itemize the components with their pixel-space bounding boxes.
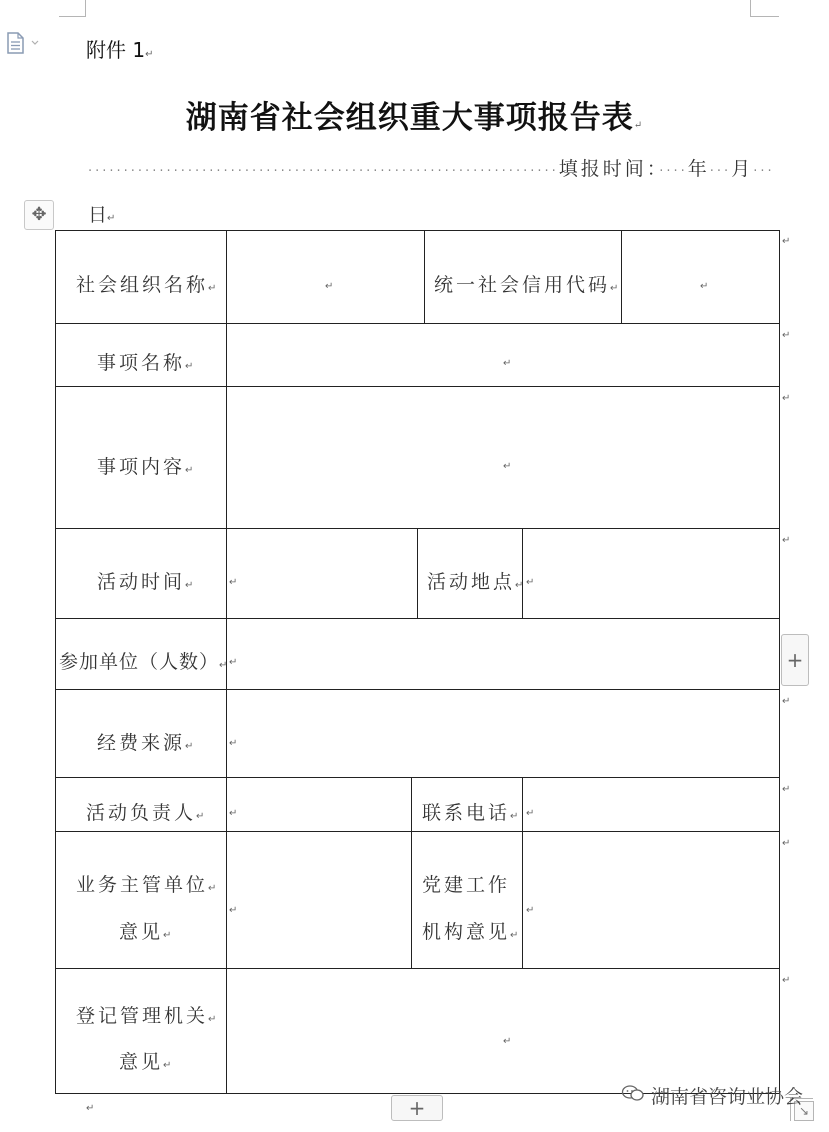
table-move-handle[interactable] — [24, 200, 54, 230]
org-name-label: 社会组织名称↵ — [76, 274, 220, 296]
month-label: 月 — [731, 158, 754, 180]
add-column-button[interactable] — [781, 634, 809, 686]
watermark-text: 湖南省咨询业协会 — [650, 1086, 803, 1108]
plus-icon: + — [786, 648, 804, 672]
year-label: 年 — [687, 158, 710, 180]
supervisor-opinion-line1: 业务主管单位↵ — [76, 874, 220, 896]
leader-dots: ·································································· — [88, 164, 559, 179]
annex-label: 附件 1↵ — [86, 38, 154, 62]
credit-code-label: 统一社会信用代码↵ — [434, 274, 622, 296]
cell-registration-label — [55, 968, 227, 1094]
activity-place-label: 活动地点↵ — [427, 571, 527, 593]
watermark — [621, 1082, 803, 1109]
cell-participants-value[interactable] — [226, 618, 780, 690]
cell-org-name-value[interactable] — [226, 230, 425, 324]
cell-item-name-value[interactable] — [226, 323, 780, 387]
cell-end-mark: ↵ — [229, 905, 238, 916]
fill-time-line — [88, 154, 788, 178]
plus-icon: + — [408, 1096, 426, 1120]
resize-icon: ↘ — [798, 1104, 810, 1118]
item-name-label: 事项名称↵ — [97, 352, 197, 374]
fill-time-label: 填报时间： — [558, 158, 660, 180]
cell-end-mark: ↵ — [526, 577, 535, 588]
wechat-icon — [621, 1084, 645, 1107]
cell-end-mark: ↵ — [503, 1036, 512, 1047]
cell-end-mark: ↵ — [229, 577, 238, 588]
cell-supervisor-value[interactable] — [226, 831, 412, 969]
leader-dots: ···· — [659, 164, 688, 179]
row-end-mark: ↵ — [782, 236, 791, 247]
funding-source-label: 经费来源↵ — [97, 732, 197, 754]
item-content-label: 事项内容↵ — [97, 456, 197, 478]
cell-item-content-value[interactable] — [226, 386, 780, 529]
cell-activity-place-value[interactable] — [522, 528, 780, 619]
contact-phone-label: 联系电话↵ — [422, 802, 522, 824]
participants-label: 参加单位（人数）↵ — [59, 651, 229, 673]
cell-end-mark: ↵ — [700, 281, 709, 292]
row-end-mark: ↵ — [782, 838, 791, 849]
cell-credit-code-value[interactable] — [621, 230, 780, 324]
leader-dots: ··· — [709, 164, 732, 179]
row-end-mark: ↵ — [782, 975, 791, 986]
registration-opinion-line1: 登记管理机关↵ — [76, 1005, 220, 1027]
cell-party-label — [411, 831, 523, 969]
cell-end-mark: ↵ — [526, 905, 535, 916]
add-row-button[interactable] — [391, 1095, 443, 1121]
page-title: 湖南省社会组织重大事项报告表↵ — [185, 100, 644, 136]
cell-end-mark: ↵ — [229, 808, 238, 819]
cell-funding-value[interactable] — [226, 689, 780, 778]
row-end-mark: ↵ — [782, 330, 791, 341]
row-end-mark: ↵ — [782, 784, 791, 795]
registration-opinion-line2: 意见↵ — [119, 1051, 175, 1073]
cell-end-mark: ↵ — [325, 281, 334, 292]
crop-mark-top-left — [59, 0, 86, 17]
row-end-mark: ↵ — [782, 696, 791, 707]
cell-end-mark: ↵ — [503, 461, 512, 472]
activity-leader-label: 活动负责人↵ — [86, 802, 208, 824]
activity-time-label: 活动时间↵ — [97, 571, 197, 593]
supervisor-opinion-line2: 意见↵ — [119, 921, 175, 943]
cell-end-mark: ↵ — [526, 808, 535, 819]
day-label: 日↵ — [88, 204, 116, 226]
cell-phone-value[interactable] — [522, 777, 780, 832]
move-icon: ✥ — [31, 204, 47, 225]
crop-mark-top-right — [750, 0, 779, 17]
cell-supervisor-label — [55, 831, 227, 969]
cell-activity-time-value[interactable] — [226, 528, 418, 619]
party-opinion-line1: 党建工作 — [422, 874, 511, 896]
cell-registration-value[interactable] — [226, 968, 780, 1094]
cell-party-value[interactable] — [522, 831, 780, 969]
cell-end-mark: ↵ — [503, 358, 512, 369]
row-end-mark: ↵ — [782, 535, 791, 546]
paragraph-mark: ↵ — [86, 1103, 95, 1114]
leader-dots: ··· — [753, 164, 775, 179]
document-icon[interactable] — [4, 32, 40, 54]
row-end-mark: ↵ — [782, 393, 791, 404]
cell-end-mark: ↵ — [229, 657, 238, 668]
cell-end-mark: ↵ — [229, 738, 238, 749]
party-opinion-line2: 机构意见↵ — [422, 921, 522, 943]
cell-leader-value[interactable] — [226, 777, 412, 832]
